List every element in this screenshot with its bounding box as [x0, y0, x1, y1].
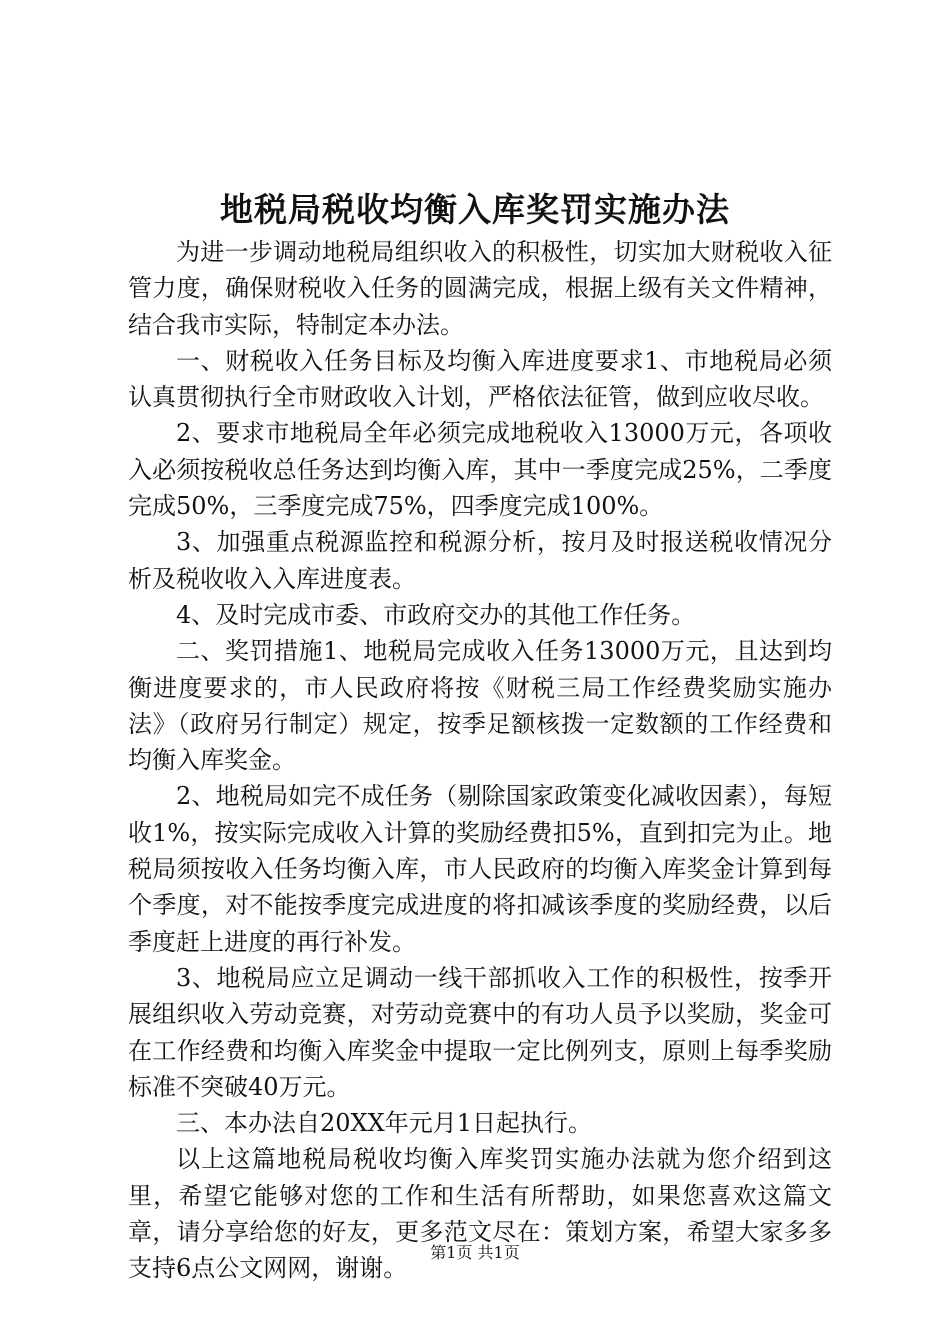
document-title: 地税局税收均衡入库奖罚实施办法 — [220, 190, 730, 229]
paragraph-section-1-item-1: 一、财税收入任务目标及均衡入库进度要求1、市地税局必须认真贯彻执行全市财政收入计划，严格依法征管，做到应收尽收。 — [128, 346, 832, 412]
paragraph-section-1-item-4: 4、及时完成市委、市政府交办的其他工作任务。 — [176, 600, 696, 629]
paragraph-closing: 以上这篇地税局税收均衡入库奖罚实施办法就为您介绍到这里，希望它能够对您的工作和生活有所帮助，如果您喜欢这篇文章，请分享给您的好友，更多范文尽在：策划方案，希望大家多多支持6点公文网网，谢谢。 — [128, 1145, 832, 1283]
paragraph-section-1-item-2: 2、要求市地税局全年必须完成地税收入13000万元，各项收入必须按税收总任务达到均衡入库，其中一季度完成25%，二季度完成50%，三季度完成75%，四季度完成100%。 — [128, 419, 832, 521]
paragraph-section-1-item-3: 3、加强重点税源监控和税源分析，按月及时报送税收情况分析及税收收入入库进度表。 — [128, 528, 832, 593]
page-footer: 第1页 共1页 — [430, 1243, 520, 1262]
paragraph-intro: 为进一步调动地税局组织收入的积极性，切实加大财税收入征管力度，确保财税收入任务的圆满完成，根据上级有关文件精神，结合我市实际，特制定本办法。 — [128, 238, 832, 339]
paragraph-section-2-item-1: 二、奖罚措施1、地税局完成收入任务13000万元，且达到均衡进度要求的，市人民政府将按《财税三局工作经费奖励实施办法》（政府另行制定）规定，按季足额核拨一定数额的工作经费和均衡入库奖金。 — [128, 637, 832, 775]
paragraph-section-2-item-3: 3、地税局应立足调动一线干部抓收入工作的积极性，按季开展组织收入劳动竞赛，对劳动竞赛中的有功人员予以奖励，奖金可在工作经费和均衡入库奖金中提取一定比例列支，原则上每季奖励标准不突破40万元。 — [128, 963, 832, 1101]
document-body — [128, 234, 832, 1287]
paragraph-section-2-item-2: 2、地税局如完不成任务（剔除国家政策变化减收因素），每短收1%，按实际完成收入计算的奖励经费扣5%，直到扣完为止。地税局须按收入任务均衡入库，市人民政府的均衡入库奖金计算到每个季度，对不能按季度完成进度的将扣减该季度的奖励经费，以后季度赶上进度的再行补发。 — [128, 782, 832, 956]
paragraph-section-3: 三、本办法自20XX年元月1日起执行。 — [176, 1109, 592, 1138]
